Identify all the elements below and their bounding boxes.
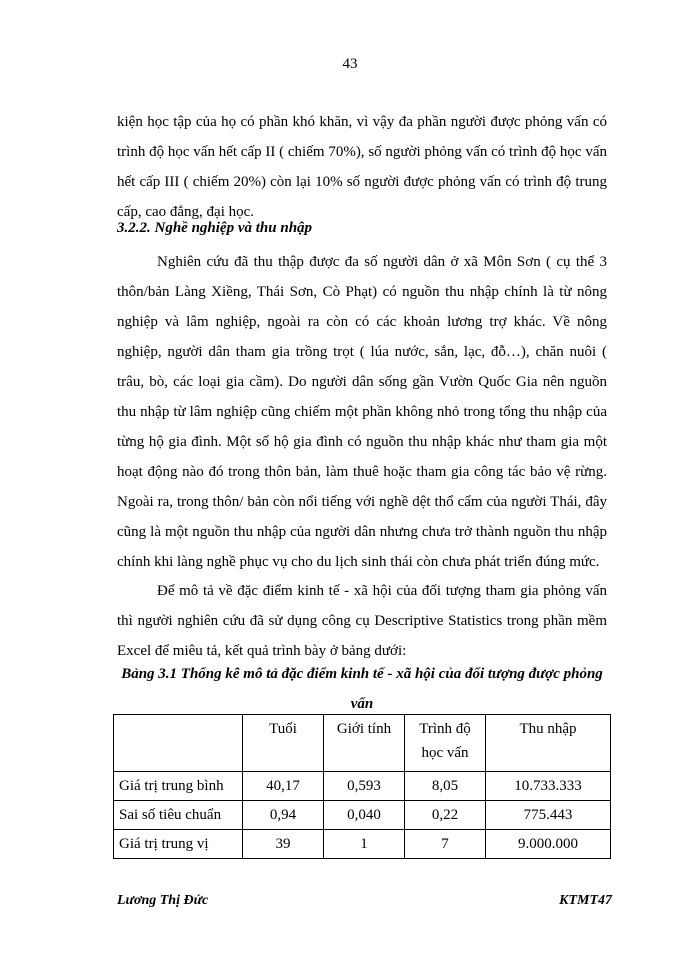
- table-cell: 40,17: [243, 772, 324, 801]
- row-label: Giá trị trung vị: [114, 830, 243, 859]
- table-caption: Bảng 3.1 Thống kê mô tả đặc điểm kinh tế - xã hội của đối tượng được phỏng vấn: [121, 666, 603, 712]
- table-row: [114, 772, 611, 801]
- table-cell: 0,040: [324, 801, 405, 830]
- row-label: Giá trị trung bình: [114, 772, 243, 801]
- header-education: Trình độ học vấn: [405, 715, 486, 772]
- table-cell: 9.000.000: [486, 830, 611, 859]
- header-empty-cell: [114, 715, 243, 772]
- page-number: 43: [342, 56, 358, 72]
- table-cell: 8,05: [405, 772, 486, 801]
- footer-class-code: KTMT47: [559, 893, 612, 908]
- footer-author: Lương Thị Đức: [117, 893, 209, 908]
- table-cell: 775.443: [486, 801, 611, 830]
- table-row: [114, 801, 611, 830]
- statistics-table: [113, 714, 611, 859]
- table-cell: 1: [324, 830, 405, 859]
- table-cell: 0,22: [405, 801, 486, 830]
- table-header-row: [114, 715, 611, 772]
- table-row: [114, 830, 611, 859]
- table-cell: 0,593: [324, 772, 405, 801]
- paragraph-method: Để mô tả về đặc điểm kinh tế - xã hội của đối tượng tham gia phỏng vấn thì người nghiên cứu đã sử dụng công cụ Descriptive Statistics trong phần mềm Excel để miêu tả, kết quả trình bày ở bảng dưới:: [117, 583, 607, 659]
- table-cell: 0,94: [243, 801, 324, 830]
- paragraph-education-continued: kiện học tập của họ có phần khó khăn, vì vậy đa phần người được phỏng vấn có trình độ học vấn hết cấp II ( chiếm 70%), số người phỏng vấn có trình độ học vấn hết cấp III ( chiếm 20%) còn lại 10% số người được phỏng vấn có trình độ trung cấp, cao đẳng, đại học.: [117, 114, 607, 220]
- table-cell: 7: [405, 830, 486, 859]
- header-income: Thu nhập: [486, 715, 611, 772]
- row-label: Sai số tiêu chuẩn: [114, 801, 243, 830]
- paragraph-occupation-income: Nghiên cứu đã thu thập được đa số người dân ở xã Môn Sơn ( cụ thể 3 thôn/bản Làng Xiềng, Thái Sơn, Cò Phạt) có nguồn thu nhập chính là từ nông nghiệp và lâm nghiệp, ngoài ra còn có các khoản lương trợ khác. Về nông nghiệp, người dân tham gia trồng trọt ( lúa nước, sắn, lạc, đỗ…), chăn nuôi ( trâu, bò, các loại gia cầm). Do người dân sống gần Vườn Quốc Gia nên nguồn thu nhập từ lâm nghiệp cũng chiếm một phần không nhỏ trong tổng thu nhập của từng hộ gia đình. Một số hộ gia đình có nguồn thu nhập khác như tham gia một hoạt động nào đó trong thôn bản, làm thuê hoặc tham gia công tác bảo vệ rừng. Ngoài ra, trong thôn/ bản còn nổi tiếng với nghề dệt thổ cẩm của người Thái, đây cũng là một nguồn thu nhập của người dân nhưng chưa trở thành nguồn thu nhập chính khi làng nghề phục vụ cho du lịch sinh thái còn chưa phát triển đúng mức.: [117, 254, 607, 570]
- table-cell: 39: [243, 830, 324, 859]
- header-age: Tuổi: [243, 715, 324, 772]
- header-gender: Giới tính: [324, 715, 405, 772]
- table-cell: 10.733.333: [486, 772, 611, 801]
- section-heading: 3.2.2. Nghề nghiệp và thu nhập: [117, 220, 313, 236]
